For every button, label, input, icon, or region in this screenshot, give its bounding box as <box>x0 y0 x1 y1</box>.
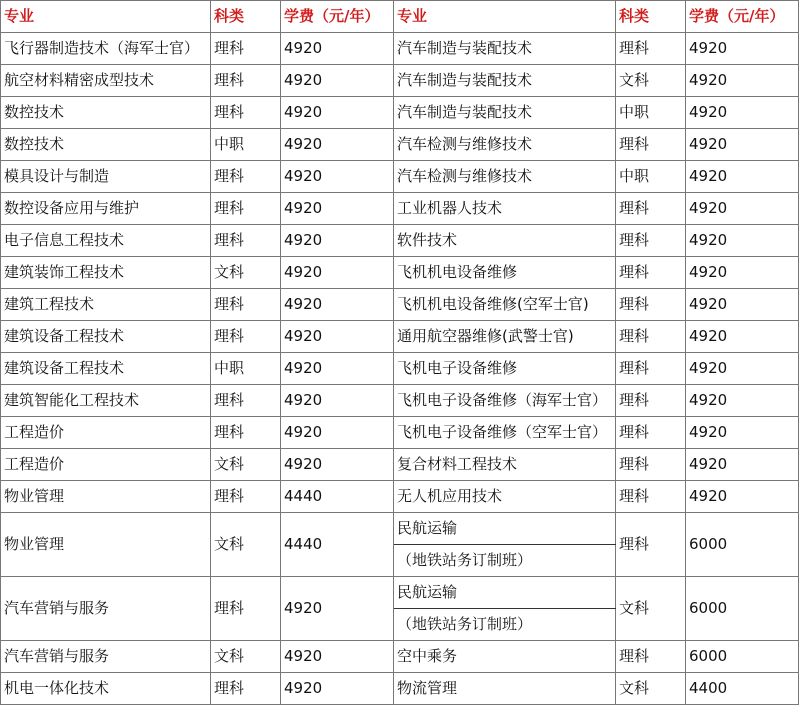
cell-left-fee: 4920 <box>281 225 394 257</box>
cell-right-category: 理科 <box>616 641 686 673</box>
cell-left-fee: 4920 <box>281 385 394 417</box>
table-row <box>1 577 799 609</box>
header-category-right: 科类 <box>616 1 686 33</box>
cell-right-major: 工业机器人技术 <box>394 193 616 225</box>
cell-right-major: 汽车检测与维修技术 <box>394 161 616 193</box>
cell-left-fee: 4440 <box>281 513 394 577</box>
table-row <box>1 353 799 385</box>
cell-left-category: 中职 <box>211 129 281 161</box>
cell-left-major: 工程造价 <box>1 417 211 449</box>
cell-left-category: 理科 <box>211 33 281 65</box>
cell-right-major: 物流管理 <box>394 673 616 705</box>
table-row <box>1 193 799 225</box>
table-row <box>1 97 799 129</box>
cell-left-fee: 4920 <box>281 673 394 705</box>
cell-left-category: 理科 <box>211 321 281 353</box>
cell-right-fee: 4920 <box>686 225 799 257</box>
cell-right-fee: 4920 <box>686 353 799 385</box>
cell-left-major: 飞行器制造技术（海军士官） <box>1 33 211 65</box>
header-major-left: 专业 <box>1 1 211 33</box>
cell-right-category: 理科 <box>616 257 686 289</box>
cell-left-category: 理科 <box>211 193 281 225</box>
table-row <box>1 161 799 193</box>
table-body <box>1 33 799 705</box>
cell-left-major: 建筑设备工程技术 <box>1 321 211 353</box>
cell-right-category: 理科 <box>616 193 686 225</box>
cell-right-fee: 6000 <box>686 513 799 577</box>
cell-left-fee: 4920 <box>281 193 394 225</box>
cell-right-category: 中职 <box>616 161 686 193</box>
cell-right-category: 理科 <box>616 481 686 513</box>
cell-right-fee: 4920 <box>686 97 799 129</box>
table-row <box>1 225 799 257</box>
cell-right-category: 理科 <box>616 321 686 353</box>
cell-left-category: 文科 <box>211 449 281 481</box>
header-fee-right: 学费（元/年） <box>686 1 799 33</box>
cell-left-fee: 4920 <box>281 97 394 129</box>
cell-left-major: 工程造价 <box>1 449 211 481</box>
cell-right-category: 文科 <box>616 577 686 641</box>
cell-left-category: 理科 <box>211 481 281 513</box>
cell-left-fee: 4440 <box>281 481 394 513</box>
cell-left-major: 数控技术 <box>1 97 211 129</box>
cell-right-major: 汽车制造与装配技术 <box>394 65 616 97</box>
cell-left-category: 理科 <box>211 225 281 257</box>
cell-right-category: 理科 <box>616 417 686 449</box>
cell-right-fee: 4920 <box>686 321 799 353</box>
table-row <box>1 481 799 513</box>
cell-right-major: 飞机电子设备维修（海军士官） <box>394 385 616 417</box>
cell-right-fee: 4400 <box>686 673 799 705</box>
cell-right-major-line1: 民航运输 <box>394 513 616 545</box>
cell-left-major: 建筑工程技术 <box>1 289 211 321</box>
table-row <box>1 289 799 321</box>
header-category-left: 科类 <box>211 1 281 33</box>
cell-left-category: 文科 <box>211 257 281 289</box>
cell-left-fee: 4920 <box>281 289 394 321</box>
cell-left-major: 模具设计与制造 <box>1 161 211 193</box>
cell-left-category: 文科 <box>211 641 281 673</box>
cell-left-major: 汽车营销与服务 <box>1 577 211 641</box>
cell-right-fee: 4920 <box>686 481 799 513</box>
cell-left-category: 理科 <box>211 97 281 129</box>
cell-left-category: 中职 <box>211 353 281 385</box>
cell-right-major: 无人机应用技术 <box>394 481 616 513</box>
cell-left-category: 理科 <box>211 673 281 705</box>
table-row <box>1 65 799 97</box>
cell-left-fee: 4920 <box>281 321 394 353</box>
table-row <box>1 33 799 65</box>
cell-right-category: 理科 <box>616 129 686 161</box>
cell-left-category: 理科 <box>211 417 281 449</box>
cell-right-category: 文科 <box>616 65 686 97</box>
cell-left-fee: 4920 <box>281 353 394 385</box>
cell-right-major: 复合材料工程技术 <box>394 449 616 481</box>
cell-right-fee: 4920 <box>686 417 799 449</box>
cell-right-category: 理科 <box>616 33 686 65</box>
cell-left-major: 航空材料精密成型技术 <box>1 65 211 97</box>
cell-right-category: 理科 <box>616 449 686 481</box>
cell-left-fee: 4920 <box>281 161 394 193</box>
cell-left-fee: 4920 <box>281 417 394 449</box>
cell-left-category: 文科 <box>211 513 281 577</box>
header-fee-left: 学费（元/年） <box>281 1 394 33</box>
cell-left-major: 物业管理 <box>1 513 211 577</box>
cell-left-major: 建筑智能化工程技术 <box>1 385 211 417</box>
cell-left-major: 建筑设备工程技术 <box>1 353 211 385</box>
cell-left-category: 理科 <box>211 65 281 97</box>
table-row <box>1 417 799 449</box>
cell-left-fee: 4920 <box>281 577 394 641</box>
cell-left-fee: 4920 <box>281 641 394 673</box>
table-header-row <box>1 1 799 33</box>
header-major-right: 专业 <box>394 1 616 33</box>
cell-right-fee: 4920 <box>686 65 799 97</box>
cell-left-fee: 4920 <box>281 33 394 65</box>
cell-right-category: 理科 <box>616 225 686 257</box>
cell-right-category: 理科 <box>616 353 686 385</box>
cell-left-major: 汽车营销与服务 <box>1 641 211 673</box>
cell-right-category: 理科 <box>616 513 686 577</box>
cell-right-fee: 4920 <box>686 385 799 417</box>
table-row <box>1 385 799 417</box>
table-row <box>1 641 799 673</box>
cell-right-major-line2: （地铁站务订制班） <box>394 609 616 641</box>
cell-right-fee: 4920 <box>686 257 799 289</box>
table-row <box>1 321 799 353</box>
cell-left-fee: 4920 <box>281 257 394 289</box>
cell-left-major: 电子信息工程技术 <box>1 225 211 257</box>
cell-right-fee: 6000 <box>686 641 799 673</box>
cell-left-major: 机电一体化技术 <box>1 673 211 705</box>
cell-right-category: 中职 <box>616 97 686 129</box>
cell-right-category: 文科 <box>616 673 686 705</box>
cell-right-fee: 4920 <box>686 449 799 481</box>
cell-left-category: 理科 <box>211 385 281 417</box>
table-row <box>1 449 799 481</box>
cell-left-major: 数控设备应用与维护 <box>1 193 211 225</box>
cell-right-fee: 4920 <box>686 129 799 161</box>
table-row <box>1 257 799 289</box>
cell-right-fee: 6000 <box>686 577 799 641</box>
cell-right-fee: 4920 <box>686 161 799 193</box>
cell-right-major: 通用航空器维修(武警士官) <box>394 321 616 353</box>
cell-left-category: 理科 <box>211 161 281 193</box>
cell-right-category: 理科 <box>616 385 686 417</box>
cell-right-category: 理科 <box>616 289 686 321</box>
cell-left-major: 数控技术 <box>1 129 211 161</box>
cell-left-major: 物业管理 <box>1 481 211 513</box>
cell-left-category: 理科 <box>211 289 281 321</box>
cell-left-major: 建筑装饰工程技术 <box>1 257 211 289</box>
cell-left-fee: 4920 <box>281 65 394 97</box>
cell-right-major: 飞机机电设备维修(空军士官) <box>394 289 616 321</box>
cell-right-fee: 4920 <box>686 289 799 321</box>
cell-right-major: 飞机电子设备维修（空军士官） <box>394 417 616 449</box>
cell-right-major-line2: （地铁站务订制班） <box>394 545 616 577</box>
cell-right-major: 飞机机电设备维修 <box>394 257 616 289</box>
table-row <box>1 673 799 705</box>
cell-left-fee: 4920 <box>281 129 394 161</box>
cell-right-major: 空中乘务 <box>394 641 616 673</box>
table-row <box>1 513 799 545</box>
cell-right-major: 飞机电子设备维修 <box>394 353 616 385</box>
cell-right-major: 软件技术 <box>394 225 616 257</box>
cell-right-major: 汽车制造与装配技术 <box>394 33 616 65</box>
table-row <box>1 129 799 161</box>
cell-left-category: 理科 <box>211 577 281 641</box>
cell-right-major-line1: 民航运输 <box>394 577 616 609</box>
cell-right-major: 汽车检测与维修技术 <box>394 129 616 161</box>
cell-left-fee: 4920 <box>281 449 394 481</box>
cell-right-fee: 4920 <box>686 33 799 65</box>
cell-right-major: 汽车制造与装配技术 <box>394 97 616 129</box>
cell-right-fee: 4920 <box>686 193 799 225</box>
